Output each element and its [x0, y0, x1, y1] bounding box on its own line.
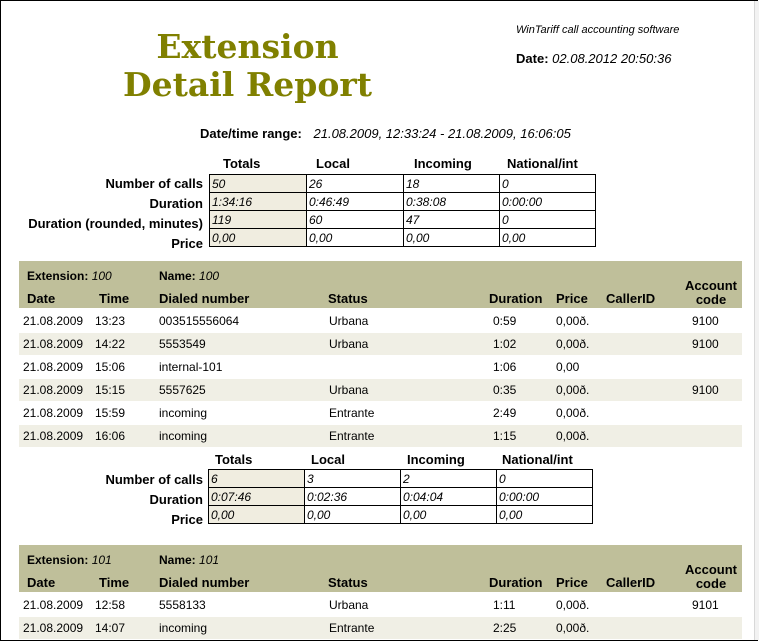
cell-time: 15:59 [95, 406, 126, 420]
title-line-2: Detail Report [123, 65, 372, 104]
summary-label-calls: Number of calls [105, 176, 203, 191]
extension-name [159, 553, 219, 567]
summary-col-local: Local [316, 156, 350, 171]
summary-cell: 1:34:16 [210, 193, 307, 211]
summary-cell: 0:04:04 [401, 488, 497, 506]
extension-value: 100 [91, 269, 112, 283]
cell-price: 0,00ð. [556, 337, 590, 351]
software-name: WinTariff call accounting software [516, 24, 680, 36]
summary-row [209, 470, 593, 488]
cell-status: Entrante [329, 429, 375, 443]
cell-price: 0,00ð. [556, 621, 590, 635]
col-duration: Duration [489, 575, 543, 590]
cell-dialed: 5558133 [159, 598, 206, 612]
summary-cell: 2 [401, 470, 497, 488]
cell-time: 14:22 [95, 337, 126, 351]
cell-date: 21.08.2009 [23, 429, 84, 443]
summary-cell: 0,00 [404, 229, 500, 247]
summary-row [210, 229, 596, 247]
table-row [19, 310, 742, 332]
summary-row [210, 193, 596, 211]
table-row [19, 617, 742, 639]
summary-cell: 6 [209, 470, 305, 488]
summary-table [209, 174, 596, 247]
table-row [19, 402, 742, 424]
ext-summary-label-calls: Number of calls [105, 472, 203, 487]
summary-cell: 0:02:36 [305, 488, 401, 506]
col-price: Price [556, 291, 588, 306]
summary-cell: 0,00 [307, 229, 404, 247]
cell-duration: 2:49 [493, 406, 517, 420]
summary-col-totals: Totals [223, 156, 261, 171]
cell-duration: 0:59 [493, 314, 517, 328]
col-dialed: Dialed number [159, 291, 250, 306]
name-label: Name: [159, 553, 196, 567]
summary-cell: 0 [500, 175, 596, 193]
cell-status: Urbana [329, 383, 369, 397]
cell-dialed: internal-101 [159, 360, 223, 374]
summary-col-national: National/int [507, 156, 578, 171]
name-label: Name: [159, 269, 196, 283]
table-row [19, 356, 742, 378]
cell-duration: 2:25 [493, 621, 517, 635]
cell-duration: 1:11 [493, 598, 516, 612]
cell-dialed: 003515556064 [159, 314, 240, 328]
vertical-scrollbar[interactable] [754, 1, 759, 640]
cell-dialed: incoming [159, 406, 208, 420]
table-row [19, 594, 742, 616]
cell-date: 21.08.2009 [23, 314, 84, 328]
cell-time: 12:58 [95, 598, 126, 612]
date-range [200, 126, 571, 141]
extension-id [27, 553, 112, 567]
summary-col-incoming: Incoming [414, 156, 472, 171]
extension-101-header [19, 545, 742, 592]
summary-cell: 50 [210, 175, 307, 193]
ext-summary-col-incoming: Incoming [407, 452, 465, 467]
col-status: Status [328, 291, 368, 306]
cell-date: 21.08.2009 [23, 383, 84, 397]
report-date-label: Date [516, 51, 545, 66]
summary-row [210, 211, 596, 229]
summary-cell: 0,00 [401, 506, 497, 524]
summary-label-duration: Duration [149, 196, 203, 211]
cell-status: Urbana [329, 314, 369, 328]
summary-cell: 60 [307, 211, 404, 229]
cell-time: 15:15 [95, 383, 126, 397]
extension-value: 101 [91, 553, 112, 567]
name-value: 100 [199, 269, 220, 283]
extension-name [159, 269, 219, 283]
summary-cell: 0,00 [305, 506, 401, 524]
col-account: Account code [685, 562, 737, 591]
cell-price: 0,00ð. [556, 406, 590, 420]
cell-time: 14:07 [95, 621, 126, 635]
page-title [100, 28, 395, 104]
cell-date: 21.08.2009 [23, 360, 84, 374]
table-row [19, 379, 742, 401]
cell-price: 0,00ð. [556, 429, 590, 443]
report-date-value: 02.08.2012 20:50:36 [552, 51, 672, 66]
summary-cell: 0:46:49 [307, 193, 404, 211]
table-row [19, 333, 742, 355]
cell-time: 16:06 [95, 429, 126, 443]
cell-dialed: incoming [159, 429, 208, 443]
summary-row [209, 506, 593, 524]
ext-summary-col-local: Local [311, 452, 345, 467]
summary-label-rounded: Duration (rounded, minutes) [28, 216, 203, 231]
ext-summary-col-totals: Totals [215, 452, 253, 467]
date-range-value: 21.08.2009, 12:33:24 - 21.08.2009, 16:06:05 [313, 126, 571, 141]
ext-summary-label-duration: Duration [149, 492, 203, 507]
cell-price: 0,00ð. [556, 314, 590, 328]
col-callerid: CallerID [606, 291, 656, 306]
summary-row [209, 488, 593, 506]
col-duration: Duration [489, 291, 543, 306]
cell-status: Entrante [329, 621, 375, 635]
col-account: Account code [685, 278, 737, 307]
cell-date: 21.08.2009 [23, 621, 84, 635]
cell-account: 9100 [692, 383, 719, 397]
summary-cell: 119 [210, 211, 307, 229]
cell-price: 0,00ð. [556, 383, 590, 397]
summary-cell: 0:38:08 [404, 193, 500, 211]
col-time: Time [99, 575, 130, 590]
summary-cell: 0,00 [209, 506, 305, 524]
summary-cell: 26 [307, 175, 404, 193]
cell-account: 9101 [692, 598, 719, 612]
extension-summary-table [208, 469, 593, 524]
col-status: Status [328, 575, 368, 590]
summary-cell: 3 [305, 470, 401, 488]
cell-status: Urbana [329, 337, 369, 351]
table-row [19, 425, 742, 447]
summary-cell: 0,00 [497, 506, 593, 524]
summary-cell: 0:00:00 [497, 488, 593, 506]
summary-cell: 0:07:46 [209, 488, 305, 506]
ext-summary-label-price: Price [171, 512, 203, 527]
col-date: Date [27, 575, 56, 590]
summary-cell: 0,00 [210, 229, 307, 247]
cell-account: 9100 [692, 337, 719, 351]
cell-date: 21.08.2009 [23, 406, 84, 420]
col-date: Date [27, 291, 56, 306]
col-dialed: Dialed number [159, 575, 250, 590]
summary-label-price: Price [171, 236, 203, 251]
extension-label: Extension: [27, 553, 89, 567]
cell-price: 0,00ð. [556, 598, 590, 612]
cell-duration: 1:02 [493, 337, 517, 351]
title-line-1: Extension [156, 27, 339, 66]
report-date: Date: 02.08.2012 20:50:36 [516, 51, 672, 66]
cell-price: 0,00 [556, 360, 580, 374]
extension-label: Extension: [27, 269, 89, 283]
summary-cell: 0 [497, 470, 593, 488]
summary-cell: 0 [500, 211, 596, 229]
date-range-label: Date/time range: [200, 126, 302, 141]
summary-cell: 0,00 [500, 229, 596, 247]
cell-dialed: 5557625 [159, 383, 206, 397]
cell-time: 13:23 [95, 314, 126, 328]
ext-summary-col-national: National/int [502, 452, 573, 467]
extension-100-header [19, 261, 742, 308]
summary-cell: 47 [404, 211, 500, 229]
cell-duration: 1:15 [493, 429, 517, 443]
summary-cell: 0:00:00 [500, 193, 596, 211]
name-value: 101 [199, 553, 220, 567]
extension-id [27, 269, 112, 283]
summary-cell: 18 [404, 175, 500, 193]
col-time: Time [99, 291, 130, 306]
summary-row [210, 175, 596, 193]
col-callerid: CallerID [606, 575, 656, 590]
cell-status: Entrante [329, 406, 375, 420]
cell-time: 15:06 [95, 360, 126, 374]
cell-status: Urbana [329, 598, 369, 612]
cell-dialed: 5553549 [159, 337, 206, 351]
cell-dialed: incoming [159, 621, 208, 635]
cell-account: 9100 [692, 314, 719, 328]
col-price: Price [556, 575, 588, 590]
cell-duration: 1:06 [493, 360, 517, 374]
cell-date: 21.08.2009 [23, 337, 84, 351]
cell-date: 21.08.2009 [23, 598, 84, 612]
cell-duration: 0:35 [493, 383, 517, 397]
